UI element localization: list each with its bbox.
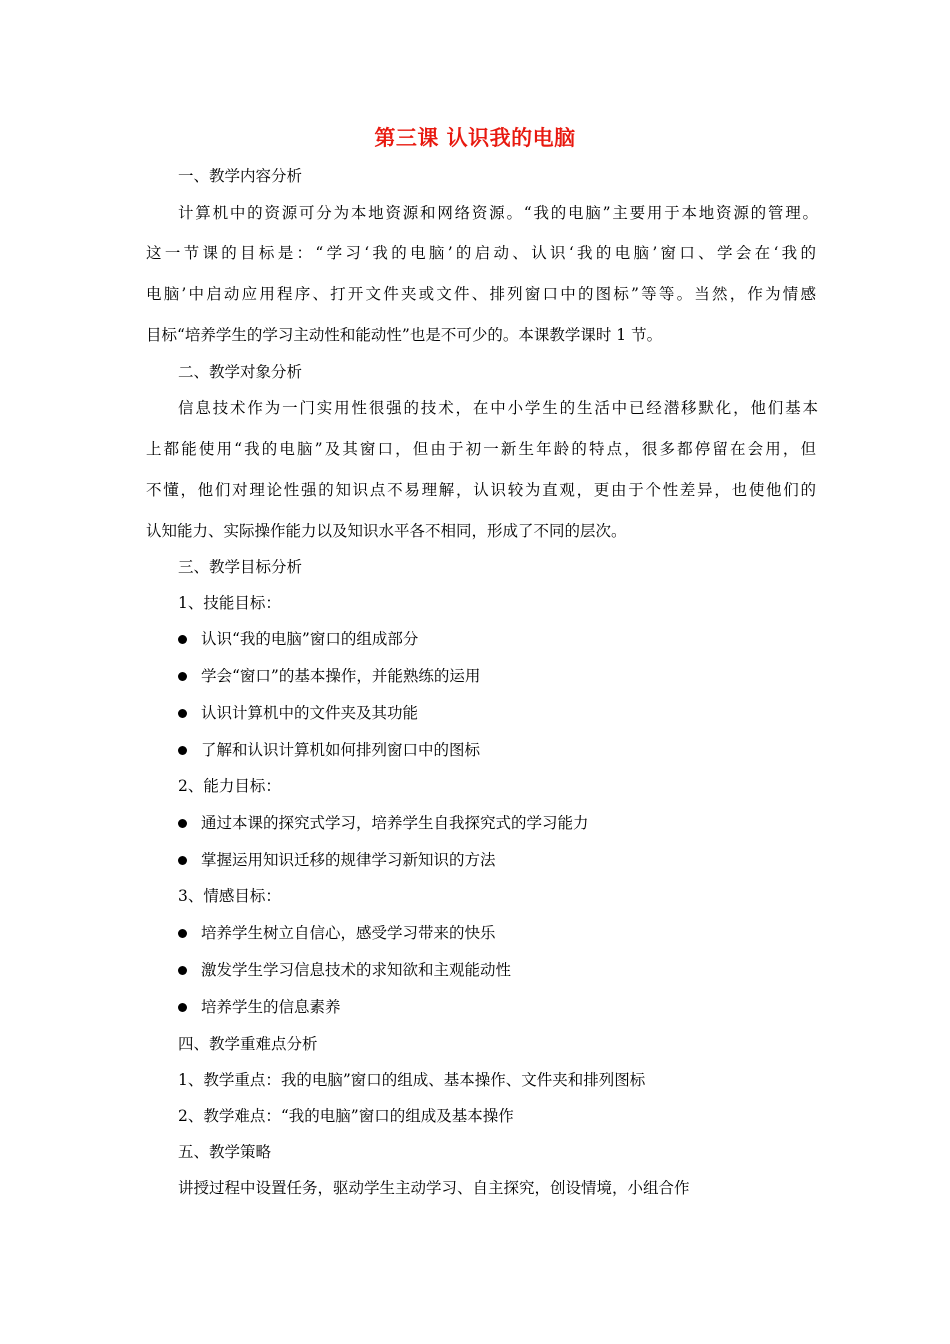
bullet-item: 掌握运用知识迁移的规律学习新知识的方法 — [178, 848, 496, 870]
bullet-item: 了解和认识计算机如何排列窗口中的图标 — [178, 738, 480, 760]
subsection-label: 3、情感目标： — [178, 887, 281, 905]
difficult-point-line: 2、教学难点：“我的电脑”窗口的组成及基本操作 — [178, 1107, 514, 1125]
bullet-icon — [178, 856, 187, 865]
bullet-item: 激发学生学习信息技术的求知欲和主观能动性 — [178, 958, 511, 980]
bullet-icon — [178, 672, 187, 681]
page-title: 第三课 认识我的电脑 — [374, 126, 576, 150]
section-heading: 一、教学内容分析 — [178, 167, 303, 185]
bullet-item: 培养学生树立自信心，感受学习带来的快乐 — [178, 921, 496, 943]
section-heading: 四、教学重难点分析 — [178, 1035, 318, 1053]
key-point-line: 1、教学重点：我的电脑”窗口的组成、基本操作、文件夹和排列图标 — [178, 1071, 646, 1089]
bullet-item: 认识计算机中的文件夹及其功能 — [178, 701, 418, 723]
bullet-icon — [178, 635, 187, 644]
bullet-icon — [178, 746, 187, 755]
bullet-item: 培养学生的信息素养 — [178, 995, 341, 1017]
paragraph-line: 不懂，他们对理论性强的知识点不易理解，认识较为直观，更由于个性差异，也使他们的 — [146, 481, 816, 499]
paragraph-line: 计算机中的资源可分为本地资源和网络资源。“我的电脑”主要用于本地资源的管理。 — [178, 204, 818, 222]
bullet-item: 学会“窗口”的基本操作，并能熟练的运用 — [178, 664, 480, 686]
section-heading: 二、教学对象分析 — [178, 363, 303, 381]
paragraph-line: 认知能力、实际操作能力以及知识水平各不相同，形成了不同的层次。 — [146, 522, 627, 540]
paragraph-line: 目标“培养学生的学习主动性和能动性”也是不可少的。本课教学课时 1 节。 — [146, 326, 663, 344]
bullet-icon — [178, 929, 187, 938]
bullet-item: 通过本课的探究式学习，培养学生自我探究式的学习能力 — [178, 811, 589, 833]
paragraph-line: 讲授过程中设置任务，驱动学生主动学习、自主探究，创设情境，小组合作 — [178, 1179, 690, 1197]
bullet-icon — [178, 709, 187, 718]
section-heading: 三、教学目标分析 — [178, 558, 303, 576]
bullet-icon — [178, 819, 187, 828]
subsection-label: 1、技能目标： — [178, 594, 281, 612]
bullet-item: 认识“我的电脑”窗口的组成部分 — [178, 627, 418, 649]
paragraph-line: 上都能使用“我的电脑”及其窗口，但由于初一新生年龄的特点，很多都停留在会用，但 — [146, 440, 816, 458]
bullet-icon — [178, 966, 187, 975]
subsection-label: 2、能力目标： — [178, 777, 281, 795]
bullet-icon — [178, 1003, 187, 1012]
section-heading: 五、教学策略 — [178, 1143, 272, 1161]
paragraph-line: 信息技术作为一门实用性很强的技术，在中小学生的生活中已经潜移默化，他们基本 — [178, 399, 818, 417]
paragraph-line: 电脑’中启动应用程序、打开文件夹或文件、排列窗口中的图标”等等。当然，作为情感 — [146, 285, 816, 303]
paragraph-line: 这一节课的目标是：“学习‘我的电脑’的启动、认识‘我的电脑’窗口、学会在‘我的 — [146, 244, 816, 262]
